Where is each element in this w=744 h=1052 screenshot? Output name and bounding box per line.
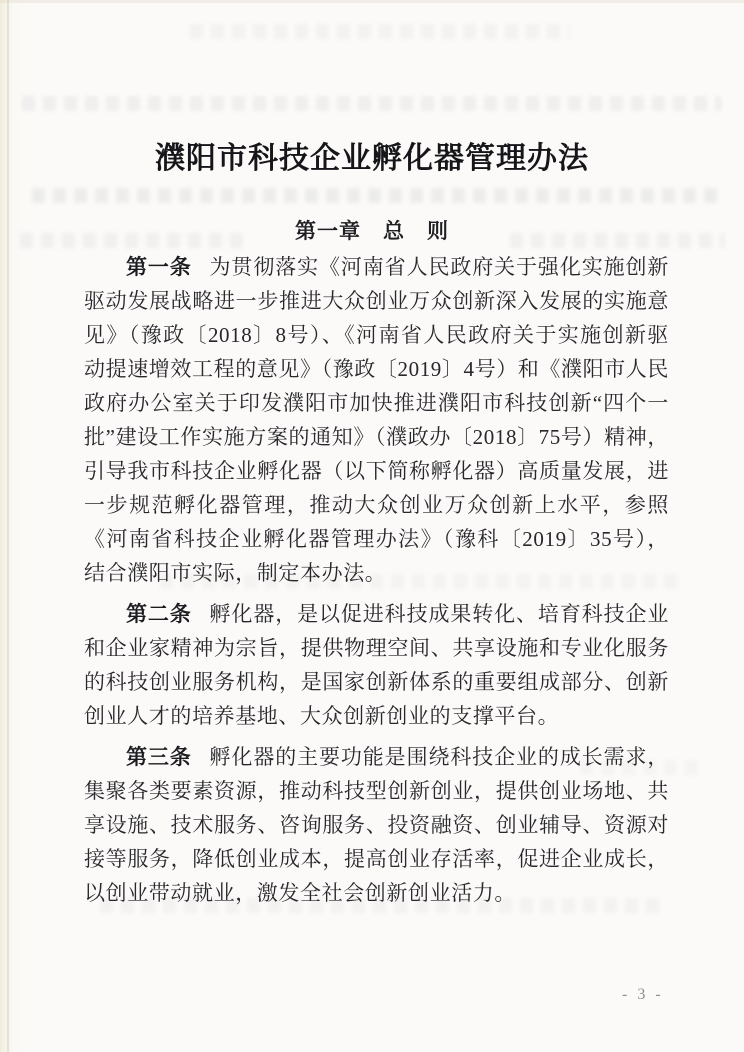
article-text-3: 孵化器的主要功能是围绕科技企业的成长需求，集聚各类要素资源，推动科技型创新创业，提供创业场地、共享设施、技术服务、咨询服务、投资融资、创业辅导、资源对接等服务，降低创业成本，提高创业存活率，促进企业成长，以创业带动就业，激发全社会创新创业活力。 [84,745,669,905]
article-paragraph-3 [84,740,669,910]
article-text-1: 为贯彻落实《河南省人民政府关于强化实施创新驱动发展战略进一步推进大众创业万众创新深入发展的实施意见》（豫政〔2018〕8号）、《河南省人民政府关于实施创新驱动提速增效工程的意见》（豫政〔2019〕4号）和《濮阳市人民政府办公室关于印发濮阳市加快推进濮阳市科技创新“四个一批”建设工作实施方案的通知》（濮政办〔2018〕75号）精神，引导我市科技企业孵化器（以下简称孵化器）高质量发展，进一步规范孵化器管理，推动大众创业万众创新上水平，参照《河南省科技企业孵化器管理办法》（豫科〔2019〕35号），结合濮阳市实际，制定本办法。 [84,255,669,585]
chapter-heading: 第一章 总 则 [295,219,449,243]
page-number: - 3 - [622,986,664,1003]
article-paragraph-1 [84,250,669,590]
scan-top-edge [0,0,744,3]
article-label-2: 第二条 [126,602,192,626]
bleedthrough-smudge [22,96,722,111]
article-text-2: 孵化器，是以促进科技成果转化、培育科技企业和企业家精神为宗旨，提供物理空间、共享设施和专业化服务的科技创业服务机构，是国家创新体系的重要组成部分、创新创业人才的培养基地、大众创新创业的支撑平台。 [84,602,669,728]
bleedthrough-smudge [190,24,570,39]
document-body [84,250,669,917]
document-title: 濮阳市科技企业孵化器管理办法 [155,142,589,175]
bleedthrough-smudge [32,188,718,203]
article-paragraph-2 [84,597,669,733]
article-label-1: 第一条 [126,255,192,279]
article-label-3: 第三条 [126,745,192,769]
